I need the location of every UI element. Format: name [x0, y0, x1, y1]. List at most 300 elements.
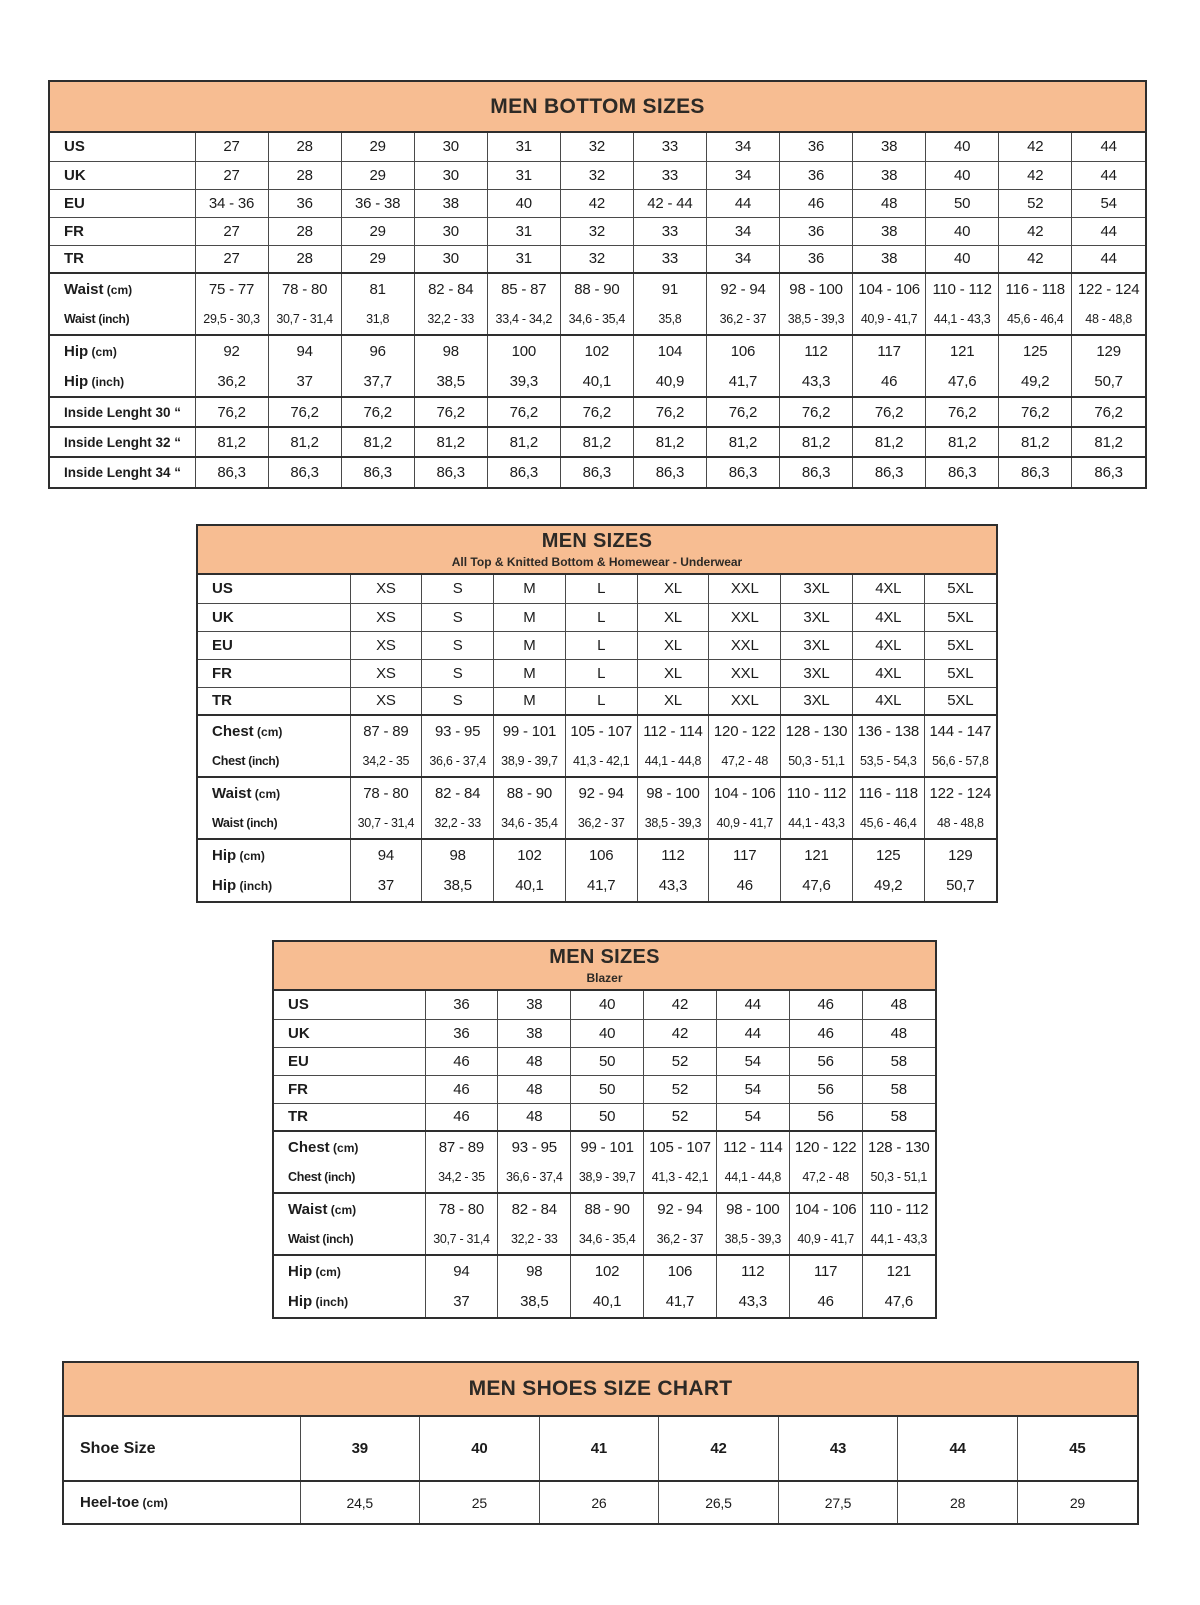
size-cell: 52 — [644, 1047, 717, 1075]
size-cell: 29,5 - 30,3 — [195, 304, 268, 335]
size-cell: 29 — [1017, 1481, 1137, 1523]
row-label: TR — [274, 1103, 425, 1131]
size-cell: 96 — [341, 335, 414, 366]
size-cell: 34 — [706, 217, 779, 245]
size-cell: 3XL — [781, 687, 853, 715]
size-cell: 40 — [926, 245, 999, 273]
row-label: UK — [274, 1019, 425, 1047]
size-cell: 44,1 - 43,3 — [781, 808, 853, 839]
size-cell: 81,2 — [926, 427, 999, 457]
row-label: Waist (inch) — [50, 304, 195, 335]
table-row — [274, 1286, 935, 1317]
size-cell: 41,7 — [644, 1286, 717, 1317]
size-cell: 29 — [341, 217, 414, 245]
table-row — [50, 397, 1145, 427]
size-cell: 50,7 — [1072, 366, 1145, 397]
size-cell: 38,9 - 39,7 — [571, 1162, 644, 1193]
size-cell: XL — [637, 603, 709, 631]
size-cell: 28 — [268, 161, 341, 189]
size-cell: 36,2 — [195, 366, 268, 397]
men-sizes-tops-body — [198, 575, 996, 901]
size-cell: 36 — [780, 245, 853, 273]
size-cell: 34,2 - 35 — [350, 746, 422, 777]
men-shoes-size-chart-table — [62, 1361, 1139, 1525]
size-cell: 38,5 — [414, 366, 487, 397]
row-label: Inside Lenght 30 “ — [50, 397, 195, 427]
size-cell: 86,3 — [999, 457, 1072, 487]
size-cell: 129 — [924, 839, 996, 870]
size-cell: L — [565, 659, 637, 687]
table-title: MEN SHOES SIZE CHART — [468, 1377, 733, 1400]
size-cell: 4XL — [852, 687, 924, 715]
men-shoes-size-chart-header — [64, 1363, 1137, 1417]
size-cell: 42 — [999, 217, 1072, 245]
table-subtitle: All Top & Knitted Bottom & Homewear - Underwear — [451, 555, 743, 569]
size-cell: 27,5 — [778, 1481, 898, 1523]
size-cell: 40 — [487, 189, 560, 217]
size-cell: 28 — [268, 217, 341, 245]
size-cell: 38,5 - 39,3 — [637, 808, 709, 839]
size-cell: 58 — [862, 1075, 935, 1103]
size-cell: 38 — [853, 161, 926, 189]
size-cell: 40 — [926, 133, 999, 161]
size-cell: 42 — [999, 133, 1072, 161]
size-cell: 48 — [498, 1103, 571, 1131]
size-cell: 54 — [1072, 189, 1145, 217]
size-cell: XXL — [709, 603, 781, 631]
size-cell: 48 — [862, 991, 935, 1019]
row-label: TR — [198, 687, 350, 715]
table-title: MEN SIZES — [541, 530, 653, 552]
size-cell: 56 — [789, 1047, 862, 1075]
size-cell: L — [565, 575, 637, 603]
table-row — [198, 746, 996, 777]
size-cell: 42 - 44 — [633, 189, 706, 217]
size-cell: XS — [350, 575, 422, 603]
size-cell: 26,5 — [659, 1481, 779, 1523]
size-cell: 110 - 112 — [926, 273, 999, 304]
size-cell: 76,2 — [999, 397, 1072, 427]
size-cell: 34,6 - 35,4 — [571, 1224, 644, 1255]
size-cell: 44 — [706, 189, 779, 217]
table-row — [198, 603, 996, 631]
size-cell: 26 — [539, 1481, 659, 1523]
size-cell: 47,6 — [926, 366, 999, 397]
size-cell: 36,2 - 37 — [565, 808, 637, 839]
size-cell: 43 — [778, 1417, 898, 1481]
size-cell: 128 - 130 — [781, 715, 853, 746]
bottoms-grid — [50, 133, 1145, 487]
size-cell: 32,2 - 33 — [414, 304, 487, 335]
size-cell: 94 — [268, 335, 341, 366]
size-cell: 28 — [898, 1481, 1018, 1523]
size-cell: 110 - 112 — [862, 1193, 935, 1224]
men-bottom-sizes-table — [48, 80, 1147, 489]
size-cell: 32 — [560, 133, 633, 161]
size-cell: 76,2 — [633, 397, 706, 427]
size-cell: 76,2 — [195, 397, 268, 427]
size-cell: 98 - 100 — [780, 273, 853, 304]
size-cell: 98 - 100 — [637, 777, 709, 808]
size-cell: 30,7 - 31,4 — [425, 1224, 498, 1255]
size-cell: 42 — [560, 189, 633, 217]
size-cell: 30 — [414, 245, 487, 273]
men-sizes-blazer-body — [274, 991, 935, 1317]
size-cell: 121 — [781, 839, 853, 870]
size-cell: 88 - 90 — [560, 273, 633, 304]
size-cell: 32,2 - 33 — [422, 808, 494, 839]
size-cell: 76,2 — [706, 397, 779, 427]
size-cell: XXL — [709, 687, 781, 715]
size-cell: XL — [637, 631, 709, 659]
size-cell: 46 — [425, 1047, 498, 1075]
size-cell: 78 - 80 — [425, 1193, 498, 1224]
size-cell: 94 — [350, 839, 422, 870]
table-row — [274, 1047, 935, 1075]
row-label: Shoe Size — [64, 1417, 300, 1481]
size-cell: 76,2 — [1072, 397, 1145, 427]
size-cell: 44 — [716, 991, 789, 1019]
size-cell: 112 — [637, 839, 709, 870]
size-cell: 43,3 — [716, 1286, 789, 1317]
table-row — [274, 1131, 935, 1162]
size-cell: 129 — [1072, 335, 1145, 366]
size-cell: 54 — [716, 1047, 789, 1075]
size-cell: S — [422, 687, 494, 715]
row-label: Hip (inch) — [50, 366, 195, 397]
row-label: Hip (cm) — [50, 335, 195, 366]
size-cell: 82 - 84 — [498, 1193, 571, 1224]
table-row — [50, 161, 1145, 189]
size-cell: 4XL — [852, 659, 924, 687]
size-cell: 76,2 — [853, 397, 926, 427]
size-cell: 104 — [633, 335, 706, 366]
size-cell: 41,3 - 42,1 — [644, 1162, 717, 1193]
size-cell: XS — [350, 659, 422, 687]
size-cell: L — [565, 631, 637, 659]
size-cell: 88 - 90 — [571, 1193, 644, 1224]
size-cell: 37 — [268, 366, 341, 397]
size-cell: 31 — [487, 133, 560, 161]
size-cell: 44,1 - 43,3 — [926, 304, 999, 335]
size-cell: 31 — [487, 161, 560, 189]
row-label: Waist (cm) — [274, 1193, 425, 1224]
size-cell: 144 - 147 — [924, 715, 996, 746]
size-cell: 34,2 - 35 — [425, 1162, 498, 1193]
table-row — [50, 133, 1145, 161]
size-cell: 125 — [999, 335, 1072, 366]
table-row — [274, 1193, 935, 1224]
size-cell: 98 - 100 — [716, 1193, 789, 1224]
size-cell: 116 - 118 — [852, 777, 924, 808]
size-cell: 56,6 - 57,8 — [924, 746, 996, 777]
size-cell: 44 — [1072, 161, 1145, 189]
size-cell: 36 — [780, 217, 853, 245]
size-cell: 102 — [494, 839, 566, 870]
size-cell: 46 — [789, 1019, 862, 1047]
size-cell: 27 — [195, 133, 268, 161]
row-label: Waist (inch) — [274, 1224, 425, 1255]
size-cell: 46 — [789, 991, 862, 1019]
size-cell: 120 - 122 — [709, 715, 781, 746]
size-cell: 104 - 106 — [789, 1193, 862, 1224]
size-cell: 38 — [414, 189, 487, 217]
table-row — [274, 1075, 935, 1103]
table-row — [198, 777, 996, 808]
size-cell: 98 — [498, 1255, 571, 1286]
size-cell: 48 — [498, 1047, 571, 1075]
size-cell: XXL — [709, 659, 781, 687]
size-cell: 46 — [709, 870, 781, 901]
table-row — [198, 839, 996, 870]
size-cell: 36,2 - 37 — [644, 1224, 717, 1255]
size-cell: 76,2 — [414, 397, 487, 427]
size-cell: S — [422, 575, 494, 603]
size-cell: 81,2 — [853, 427, 926, 457]
size-cell: 41,7 — [706, 366, 779, 397]
row-label: Hip (inch) — [198, 870, 350, 901]
row-label: FR — [50, 217, 195, 245]
size-cell: 76,2 — [268, 397, 341, 427]
men-shoes-size-chart-body — [64, 1417, 1137, 1523]
row-label: Hip (cm) — [198, 839, 350, 870]
size-cell: 34 - 36 — [195, 189, 268, 217]
size-cell: 104 - 106 — [853, 273, 926, 304]
size-cell: 38,5 - 39,3 — [780, 304, 853, 335]
size-cell: 93 - 95 — [498, 1131, 571, 1162]
size-cell: XXL — [709, 631, 781, 659]
size-cell: 27 — [195, 161, 268, 189]
size-cell: 48 — [853, 189, 926, 217]
size-cell: 58 — [862, 1047, 935, 1075]
size-cell: 112 - 114 — [716, 1131, 789, 1162]
size-cell: 44 — [1072, 245, 1145, 273]
table-row — [198, 687, 996, 715]
men-sizes-tops-header — [198, 526, 996, 575]
size-cell: 86,3 — [853, 457, 926, 487]
size-cell: 116 - 118 — [999, 273, 1072, 304]
size-cell: 81,2 — [633, 427, 706, 457]
size-cell: 46 — [853, 366, 926, 397]
row-label: Inside Lenght 34 “ — [50, 457, 195, 487]
size-cell: 3XL — [781, 603, 853, 631]
size-cell: 50 — [926, 189, 999, 217]
men-bottom-sizes-body — [50, 133, 1145, 487]
size-cell: 48 — [498, 1075, 571, 1103]
size-cell: 91 — [633, 273, 706, 304]
size-cell: 121 — [926, 335, 999, 366]
table-row — [50, 427, 1145, 457]
size-cell: 34 — [706, 133, 779, 161]
size-cell: XS — [350, 603, 422, 631]
size-cell: XL — [637, 659, 709, 687]
size-cell: 29 — [341, 133, 414, 161]
table-row — [50, 335, 1145, 366]
size-cell: 36 — [780, 133, 853, 161]
size-cell: 32 — [560, 245, 633, 273]
size-cell: 99 - 101 — [494, 715, 566, 746]
row-label: FR — [274, 1075, 425, 1103]
size-cell: 38 — [853, 245, 926, 273]
size-cell: 38 — [498, 991, 571, 1019]
size-cell: 44 — [716, 1019, 789, 1047]
size-cell: 5XL — [924, 603, 996, 631]
size-cell: 5XL — [924, 575, 996, 603]
size-cell: 92 - 94 — [644, 1193, 717, 1224]
size-cell: 41 — [539, 1417, 659, 1481]
row-label: Hip (inch) — [274, 1286, 425, 1317]
table-row — [50, 457, 1145, 487]
size-cell: 76,2 — [780, 397, 853, 427]
size-cell: 94 — [425, 1255, 498, 1286]
row-label: Waist (inch) — [198, 808, 350, 839]
size-cell: 86,3 — [268, 457, 341, 487]
size-cell: 40 — [926, 217, 999, 245]
size-cell: 46 — [425, 1103, 498, 1131]
size-cell: 40,9 - 41,7 — [853, 304, 926, 335]
size-cell: 37 — [425, 1286, 498, 1317]
row-label: Chest (inch) — [274, 1162, 425, 1193]
size-cell: 41,7 — [565, 870, 637, 901]
size-cell: 29 — [341, 245, 414, 273]
size-cell: 86,3 — [633, 457, 706, 487]
size-cell: 121 — [862, 1255, 935, 1286]
size-cell: 117 — [789, 1255, 862, 1286]
row-label: FR — [198, 659, 350, 687]
size-cell: 81 — [341, 273, 414, 304]
size-cell: 81,2 — [999, 427, 1072, 457]
table-row — [50, 273, 1145, 304]
size-cell: 82 - 84 — [422, 777, 494, 808]
size-cell: 32,2 - 33 — [498, 1224, 571, 1255]
size-cell: 33 — [633, 217, 706, 245]
size-cell: 92 - 94 — [565, 777, 637, 808]
size-cell: 44,1 - 44,8 — [716, 1162, 789, 1193]
size-cell: 93 - 95 — [422, 715, 494, 746]
men-bottom-sizes-header — [50, 82, 1145, 133]
size-cell: 44,1 - 44,8 — [637, 746, 709, 777]
size-cell: 48 - 48,8 — [1072, 304, 1145, 335]
size-cell: 104 - 106 — [709, 777, 781, 808]
size-cell: 76,2 — [341, 397, 414, 427]
size-cell: 106 — [565, 839, 637, 870]
size-cell: 86,3 — [487, 457, 560, 487]
size-cell: 36 — [268, 189, 341, 217]
row-label: Hip (cm) — [274, 1255, 425, 1286]
size-cell: 30,7 - 31,4 — [268, 304, 341, 335]
size-cell: M — [494, 603, 566, 631]
size-cell: 38,9 - 39,7 — [494, 746, 566, 777]
size-cell: 110 - 112 — [781, 777, 853, 808]
size-cell: 38 — [853, 133, 926, 161]
size-cell: 46 — [425, 1075, 498, 1103]
table-row — [198, 659, 996, 687]
size-cell: 86,3 — [780, 457, 853, 487]
size-cell: 30 — [414, 217, 487, 245]
size-cell: 81,2 — [706, 427, 779, 457]
table-row — [198, 715, 996, 746]
size-cell: 47,2 - 48 — [789, 1162, 862, 1193]
size-cell: 36 - 38 — [341, 189, 414, 217]
size-cell: 81,2 — [414, 427, 487, 457]
size-cell: 47,6 — [781, 870, 853, 901]
row-label: UK — [50, 161, 195, 189]
size-cell: 46 — [789, 1286, 862, 1317]
size-cell: 42 — [999, 245, 1072, 273]
row-label: Waist (cm) — [50, 273, 195, 304]
table-row — [50, 217, 1145, 245]
size-cell: 58 — [862, 1103, 935, 1131]
size-cell: 45,6 - 46,4 — [852, 808, 924, 839]
row-label: Waist (cm) — [198, 777, 350, 808]
size-cell: 37 — [350, 870, 422, 901]
table-row — [274, 1103, 935, 1131]
row-label: US — [274, 991, 425, 1019]
size-cell: 30 — [414, 161, 487, 189]
size-cell: 98 — [414, 335, 487, 366]
size-cell: 106 — [644, 1255, 717, 1286]
size-cell: 81,2 — [268, 427, 341, 457]
size-cell: 52 — [644, 1103, 717, 1131]
size-cell: 34 — [706, 245, 779, 273]
size-cell: 33 — [633, 161, 706, 189]
size-cell: 31 — [487, 245, 560, 273]
size-cell: 40,1 — [560, 366, 633, 397]
size-cell: 81,2 — [780, 427, 853, 457]
size-cell: 50 — [571, 1075, 644, 1103]
table-row — [274, 1224, 935, 1255]
size-cell: 33 — [633, 133, 706, 161]
size-cell: 136 - 138 — [852, 715, 924, 746]
size-cell: 44 — [1072, 217, 1145, 245]
size-cell: 39 — [300, 1417, 420, 1481]
size-cell: 30 — [414, 133, 487, 161]
size-cell: 81,2 — [341, 427, 414, 457]
size-cell: 42 — [999, 161, 1072, 189]
table-row — [198, 631, 996, 659]
size-cell: XXL — [709, 575, 781, 603]
size-cell: 117 — [853, 335, 926, 366]
size-cell: 125 — [852, 839, 924, 870]
size-cell: 42 — [644, 1019, 717, 1047]
size-cell: 5XL — [924, 659, 996, 687]
size-cell: 4XL — [852, 575, 924, 603]
size-cell: 81,2 — [195, 427, 268, 457]
size-cell: 40,1 — [494, 870, 566, 901]
row-label: EU — [274, 1047, 425, 1075]
size-cell: XL — [637, 687, 709, 715]
size-cell: 86,3 — [341, 457, 414, 487]
size-cell: 86,3 — [1072, 457, 1145, 487]
size-cell: 40,1 — [571, 1286, 644, 1317]
size-cell: 36,6 - 37,4 — [498, 1162, 571, 1193]
shoes-grid — [64, 1417, 1137, 1523]
blazer-grid — [274, 991, 935, 1317]
size-cell: 24,5 — [300, 1481, 420, 1523]
size-cell: 33 — [633, 245, 706, 273]
size-cell: 92 - 94 — [706, 273, 779, 304]
size-cell: 44 — [898, 1417, 1018, 1481]
size-cell: 44 — [1072, 133, 1145, 161]
size-cell: 38 — [498, 1019, 571, 1047]
size-cell: 38 — [853, 217, 926, 245]
size-cell: 46 — [780, 189, 853, 217]
size-cell: 36,6 - 37,4 — [422, 746, 494, 777]
size-cell: 50,3 - 51,1 — [781, 746, 853, 777]
table-row — [64, 1481, 1137, 1523]
size-cell: 48 - 48,8 — [924, 808, 996, 839]
size-cell: 3XL — [781, 575, 853, 603]
